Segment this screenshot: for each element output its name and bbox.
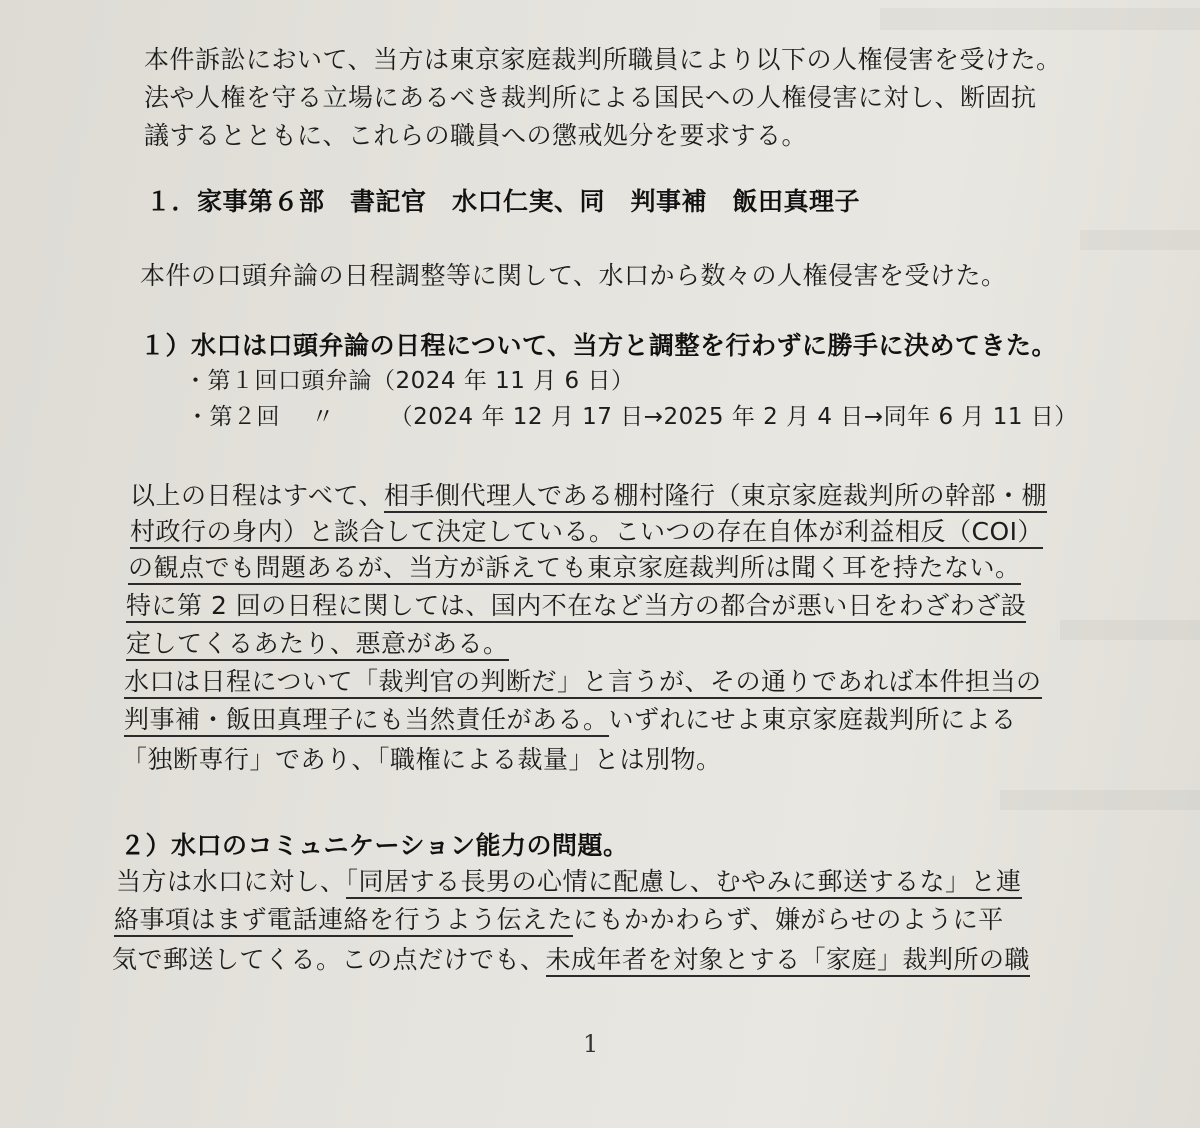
page-number: 1 xyxy=(583,1030,599,1058)
p1-line-2 xyxy=(130,512,1043,548)
underlined-text: 「同居する長男の心情に配慮し、むやみに郵送するな」と連 xyxy=(346,867,1022,899)
section1-lead: 本件の口頭弁論の日程調整等に関して、水口から数々の人権侵害を受けた。 xyxy=(140,261,1007,290)
schedule-item-2: ・第２回 〃 （2024 年 12 月 17 日→2025 年 2 月 4 日→同年 6 月 11 日） xyxy=(186,404,1078,430)
sub1-heading: １）水口は口頭弁論の日程について、当方と調整を行わずに勝手に決めてきた。 xyxy=(140,331,1058,360)
underlined-text: 水口は日程について「裁判官の判断だ」と言うが、その通りであれば本件担当の xyxy=(124,667,1042,699)
p1-line-3 xyxy=(128,548,1021,584)
intro-line-3: 議するとともに、これらの職員への懲戒処分を要求する。 xyxy=(144,121,808,150)
intro-line-2: 法や人権を守る立場にあるべき裁判所による国民への人権侵害に対し、断固抗 xyxy=(144,83,1037,112)
underlined-text: 絡事項はまず電話連絡を行うよう伝えた xyxy=(114,905,573,937)
underlined-text: の観点でも問題あるが、当方が訴えても東京家庭裁判所は聞く耳を持たない。 xyxy=(128,553,1021,585)
p3-line-1: 当方は水口に対し、「同居する長男の心情に配慮し、むやみに郵送するな」と連 xyxy=(116,862,1022,898)
p3-line-2: 絡事項はまず電話連絡を行うよう伝えたにもかかわらず、嫌がらせのように平 xyxy=(114,900,1004,936)
sub2-heading: ２）水口のコミュニケーション能力の問題。 xyxy=(120,831,629,860)
underlined-text: 相手側代理人である棚村隆行（東京家庭裁判所の幹部・棚 xyxy=(384,481,1047,513)
p1-line-4 xyxy=(126,586,1026,622)
p2-line-2: 判事補・飯田真理子にも当然責任がある。いずれにせよ東京家庭裁判所による xyxy=(124,700,1017,736)
p1-line-1: 以上の日程はすべて、相手側代理人である棚村隆行（東京家庭裁判所の幹部・棚 xyxy=(130,476,1047,512)
underlined-text: 特に第 2 回の日程に関しては、国内不在など当方の都合が悪い日をわざわざ設 xyxy=(126,591,1026,623)
section1-heading: １．家事第６部 書記官 水口仁実、同 判事補 飯田真理子 xyxy=(146,187,861,216)
intro-line-1: 本件訴訟において、当方は東京家庭裁判所職員により以下の人権侵害を受けた。 xyxy=(144,45,1062,74)
p3-line-3: 気で郵送してくる。この点だけでも、未成年者を対象とする「家庭」裁判所の職 xyxy=(112,940,1030,976)
p1-line-5 xyxy=(126,624,509,660)
p2-line-1 xyxy=(124,662,1042,698)
underlined-text: 定してくるあたり、悪意がある。 xyxy=(126,629,509,661)
p2-line-3: 「独断専行」であり、「職権による裁量」とは別物。 xyxy=(122,745,722,774)
schedule-item-1: ・第１回口頭弁論（2024 年 11 月 6 日） xyxy=(184,368,635,394)
underlined-text: 判事補・飯田真理子にも当然責任がある。 xyxy=(124,705,609,737)
underlined-text: 未成年者を対象とする「家庭」裁判所の職 xyxy=(546,945,1031,977)
underlined-text: 村政行の身内）と談合して決定している。こいつの存在自体が利益相反（COI） xyxy=(130,517,1043,549)
